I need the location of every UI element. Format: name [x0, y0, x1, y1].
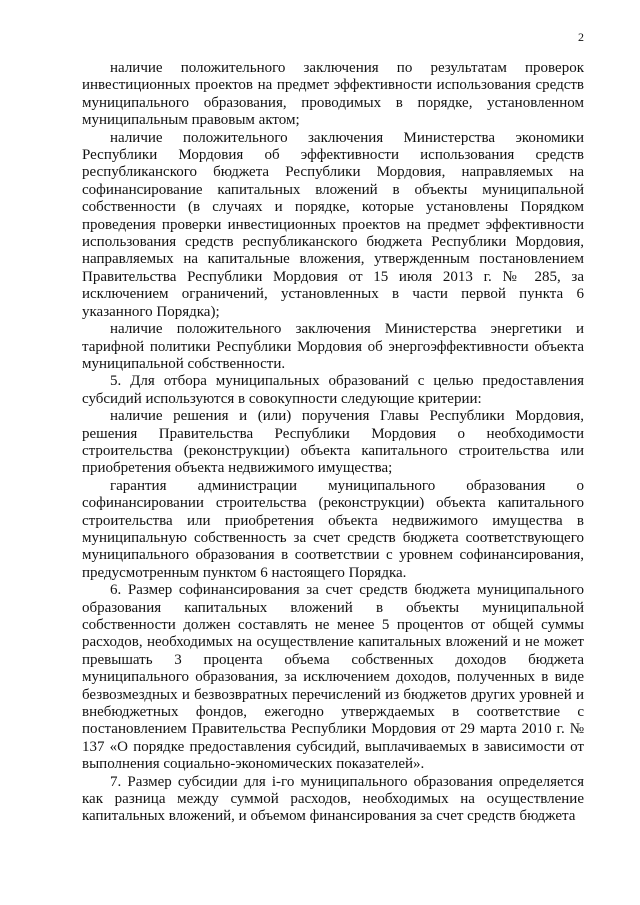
paragraph-2: наличие положительного заключения Министерства экономики Республики Мордовия об эффективности использования средств республиканского бюджета Республики Мордовия, направляемых на софинансирование капитальных вложений в объекты муниципальной собственности (в случаях и порядке, которые установлены Порядком проведения проверки инвестиционных проектов на предмет эффективности использования средств республиканского бюджета Республики Мордовия, направляемых на капитальные вложения, утвержденным постановлением Правительства Республики Мордовия от 15 июля 2013 г. № 285, за исключением ограничений, установленных в части первой пункта 6 указанного Порядка); — [82, 129, 584, 320]
paragraph-8: 7. Размер субсидии для i-го муниципального образования определяется как разница между суммой расходов, необходимых на осуществление капитальных вложений, и объемом финансирования за счет средств бюджета — [82, 773, 584, 825]
paragraph-4: 5. Для отбора муниципальных образований с целью предоставления субсидий используются в совокупности следующие критерии: — [82, 373, 584, 407]
paragraph-6: гарантия администрации муниципального образования о софинансировании строительства (реконструкции) объекта капитального строительства или приобретения объекта недвижимого имущества в муниципальную собственность за счет средств бюджета соответствующего муниципального образования в соответствии с уровнем софинансирования, предусмотренным пунктом 6 настоящего Порядка. — [82, 477, 584, 581]
paragraph-1: наличие положительного заключения по результатам проверок инвестиционных проектов на предмет эффективности использования средств муниципального образования, проводимых в порядке, установленном муниципальным правовым актом; — [82, 60, 584, 129]
paragraph-7: 6. Размер софинансирования за счет средств бюджета муниципального образования капитальных вложений в объекты муниципальной собственности должен составлять не менее 5 процентов от общей суммы расходов, необходимых на осуществление капитальных вложений и не может превышать 3 процента объема собственных доходов бюджета муниципального образования, за исключением доходов, полученных в виде безвозмездных и безвозвратных перечислений из бюджетов других уровней и внебюджетных фондов, ежегодно утверждаемых в соответствие с постановлением Правительства Республики Мордовия от 29 марта 2010 г. № 137 «О порядке предоставления субсидий, выплачиваемых в зависимости от выполнения социально-экономических показателей». — [82, 582, 584, 773]
page-number: 2 — [578, 30, 584, 44]
paragraph-3: наличие положительного заключения Министерства энергетики и тарифной политики Республики Мордовия об энергоэффективности объекта муниципальной собственности. — [82, 321, 584, 372]
paragraph-5: наличие решения и (или) поручения Главы Республики Мордовия, решения Правительства Республики Мордовия о необходимости строительства (реконструкции) объекта капитального строительства или приобретения объекта недвижимого имущества; — [82, 408, 584, 477]
document-body — [82, 60, 584, 826]
